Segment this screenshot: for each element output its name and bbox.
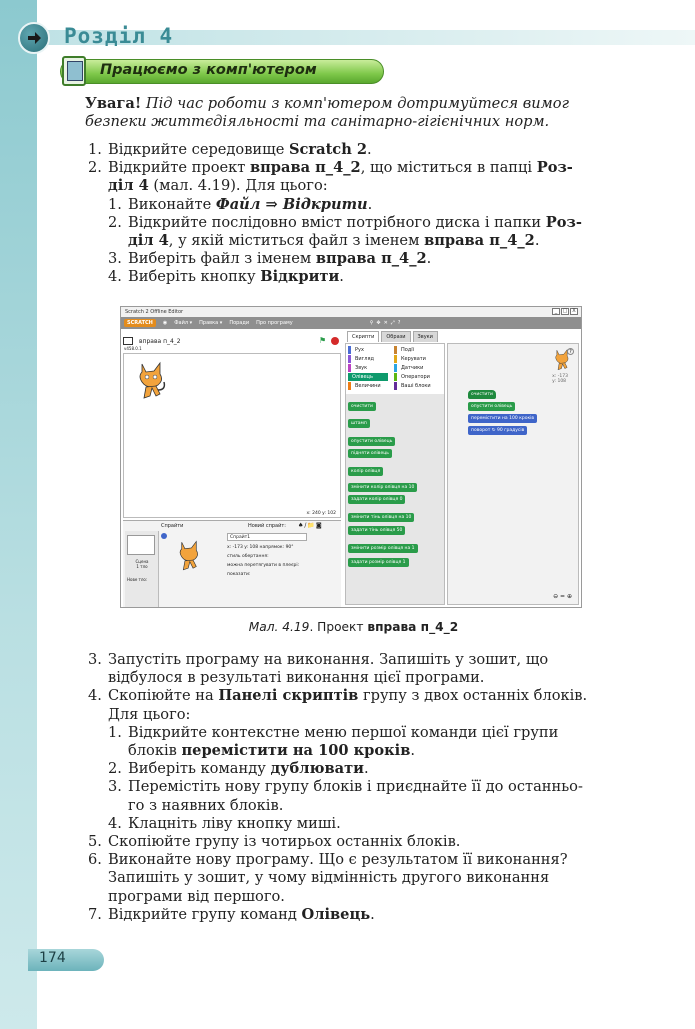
new-sprite-tools[interactable]: ♠/📁◙ <box>298 522 323 529</box>
arrow-right-icon <box>18 22 50 54</box>
script-block[interactable]: очистити <box>468 390 496 399</box>
version-label: v458.0.1 <box>124 346 142 351</box>
scripts-area[interactable] <box>447 343 579 605</box>
category-events[interactable]: Події <box>394 346 414 354</box>
sprite-pane <box>123 520 341 608</box>
substep-4-3-cont: го з наявних блоків. <box>128 796 284 814</box>
substep-2-cont: діл 4, у якій міститься файл з іменем вправа п_4_2. <box>128 232 540 250</box>
palette-block[interactable]: штамп <box>348 419 370 428</box>
substep-4-3: 3. Перемістіть нову групу блоків і приєднайте її до останньо- <box>108 778 583 796</box>
step-5: 5. Скопіюйте групу із чотирьох останніх блоків. <box>88 833 461 851</box>
block-categories <box>346 344 444 394</box>
stage-header <box>123 331 343 351</box>
step-4: 4. Скопіюйте на Панелі скриптів групу з двох останніх блоків. <box>88 687 588 705</box>
steps-list-top <box>88 141 582 287</box>
category-pen[interactable]: Олівець <box>348 373 388 381</box>
palette-block[interactable]: змінити тінь олівця на 10 <box>348 513 414 522</box>
stage-size-icon[interactable] <box>123 337 133 345</box>
stage-coords: x: 240 y: 102 <box>306 511 336 516</box>
scratch-screenshot <box>120 306 582 608</box>
palette-block[interactable]: задати колір олівця 0 <box>348 495 405 504</box>
window-titlebar: Scratch 2 Offline Editor _ □ X <box>121 307 581 317</box>
category-operators[interactable]: Оператори <box>394 373 430 381</box>
step-6: 6. Виконайте нову програму. Що є результатом її виконання? <box>88 851 568 869</box>
safety-warning: Увага! Під час роботи з комп'ютером дотримуйтеся вимог безпеки життєдіяльності та санітарно-гігієнічних норм. <box>85 95 569 131</box>
step-1: 1. Відкрийте середовище Scratch 2. <box>88 141 372 158</box>
category-sound[interactable]: Звук <box>348 364 367 372</box>
step-6-cont2: програми від першого. <box>108 887 285 905</box>
sprite-thumb-icon[interactable] <box>175 539 203 573</box>
menu-tips[interactable]: Поради <box>229 320 250 326</box>
menu-edit[interactable]: Правка ▾ <box>199 320 223 326</box>
script-block[interactable]: поворот ↻ 90 градусів <box>468 426 527 435</box>
new-sprite-label: Новий спрайт: <box>248 523 286 529</box>
category-control[interactable]: Керувати <box>394 355 426 363</box>
sprites-label: Спрайти <box>161 523 184 529</box>
sprite-name-field[interactable]: Спрайт1 <box>227 533 307 541</box>
close-button[interactable]: X <box>570 308 578 315</box>
substep-1: 1. Виконайте Файл ⇒ Відкрити. <box>108 195 373 213</box>
step-2-cont: діл 4 (мал. 4.19). Для цього: <box>108 177 328 195</box>
substep-4-4: 4. Клацніть ліву кнопку миші. <box>108 814 341 832</box>
sprite-info: x: -173 y: 108 напрямок: 90° <box>227 545 294 550</box>
tab-sounds[interactable]: Звуки <box>413 331 438 342</box>
side-strip <box>0 0 37 1029</box>
sprite-xy: x: -173 y: 108 <box>552 374 568 384</box>
rotation-style[interactable]: стиль обертання: <box>227 554 269 559</box>
step-3-cont: відбулося в результаті виконання цієї програми. <box>108 669 485 687</box>
menubar <box>121 317 581 329</box>
category-motion[interactable]: Рух <box>348 346 364 354</box>
help-icon[interactable]: ? <box>567 348 574 355</box>
menu-file[interactable]: Файл ▾ <box>174 320 193 326</box>
green-flag-icon[interactable]: ⚑ <box>319 336 327 345</box>
banner-title: Працюємо з комп'ютером <box>100 62 317 78</box>
substep-3: 3. Виберіть файл з іменем вправа п_4_2. <box>108 250 432 268</box>
scratch-logo: SCRATCH <box>124 319 156 327</box>
palette-block[interactable]: змінити колір олівця на 10 <box>348 483 417 492</box>
stop-icon[interactable] <box>331 337 339 345</box>
figure-caption: Мал. 4.19. Проект вправа п_4_2 <box>248 620 459 634</box>
toolbar-icons[interactable]: ⚲✥✕⤢? <box>369 320 404 326</box>
globe-icon[interactable]: ◉ <box>162 320 168 326</box>
editor-tabs <box>347 331 438 342</box>
step-4-cont: Для цього: <box>108 705 191 723</box>
palette-block[interactable]: очистити <box>348 402 376 411</box>
substep-4-1: 1. Відкрийте контекстне меню першої команди цієї групи <box>108 723 559 741</box>
step-2: 2. Відкрийте проект вправа п_4_2, що міститься в папці Роз- <box>88 159 573 177</box>
palette-block[interactable]: підняти олівець <box>348 449 392 458</box>
page-number: 174 <box>39 950 66 966</box>
cat-sprite-icon <box>134 360 168 402</box>
category-looks[interactable]: Вигляд <box>348 355 374 363</box>
computer-icon <box>62 56 86 86</box>
new-backdrop-label: Нове тло: <box>127 577 148 582</box>
palette-block[interactable]: опустити олівець <box>348 437 395 446</box>
stage[interactable] <box>123 353 341 518</box>
minimize-button[interactable]: _ <box>552 308 560 315</box>
step-6-cont: Запишіть у зошит, у чому відмінність другого виконання <box>108 869 550 887</box>
draggable-option[interactable]: можна перетягувати в плеєрі: <box>227 563 300 568</box>
stage-thumb-panel <box>125 531 159 607</box>
tab-costumes[interactable]: Образи <box>381 331 410 342</box>
substep-4-2: 2. Виберіть команду дублювати. <box>108 760 369 778</box>
step-3: 3. Запустіть програму на виконання. Запишіть у зошит, що <box>88 651 549 668</box>
substep-4-1-cont: блоків перемістити на 100 кроків. <box>128 742 415 760</box>
maximize-button[interactable]: □ <box>562 308 568 314</box>
palette-block[interactable]: змінити розмір олівця на 1 <box>348 544 418 553</box>
script-block[interactable]: опустити олівець <box>468 402 515 411</box>
step-7: 7. Відкрийте групу команд Олівець. <box>88 905 375 923</box>
menu-about[interactable]: Про програму <box>256 320 293 326</box>
category-data[interactable]: Величини <box>348 382 381 390</box>
script-block[interactable]: перемістити на 100 кроків <box>468 414 537 423</box>
stage-thumbnail[interactable] <box>127 535 155 555</box>
stage-label: Сцена 1 тло <box>135 559 149 569</box>
steps-list-bottom <box>88 651 640 924</box>
substep-2: 2. Відкрийте послідовно вміст потрібного диска і папки Роз- <box>108 213 582 231</box>
palette-block[interactable]: задати тінь олівця 50 <box>348 526 405 535</box>
show-option[interactable]: показати: <box>227 572 251 577</box>
info-icon[interactable] <box>161 533 167 539</box>
palette-block[interactable]: задати розмір олівця 1 <box>348 558 409 567</box>
zoom-controls[interactable]: ⊖ = ⊕ <box>553 593 572 600</box>
section-title: Розділ 4 <box>64 24 174 48</box>
category-more-blocks[interactable]: Ваші блоки <box>394 382 431 390</box>
palette-block[interactable]: колір олівця <box>348 467 383 476</box>
tab-scripts[interactable]: Скрипти <box>347 331 379 342</box>
category-sensing[interactable]: Датчики <box>394 364 423 372</box>
project-name: вправа п_4_2 <box>139 337 181 345</box>
substep-4: 4. Виберіть кнопку Відкрити. <box>108 268 344 286</box>
